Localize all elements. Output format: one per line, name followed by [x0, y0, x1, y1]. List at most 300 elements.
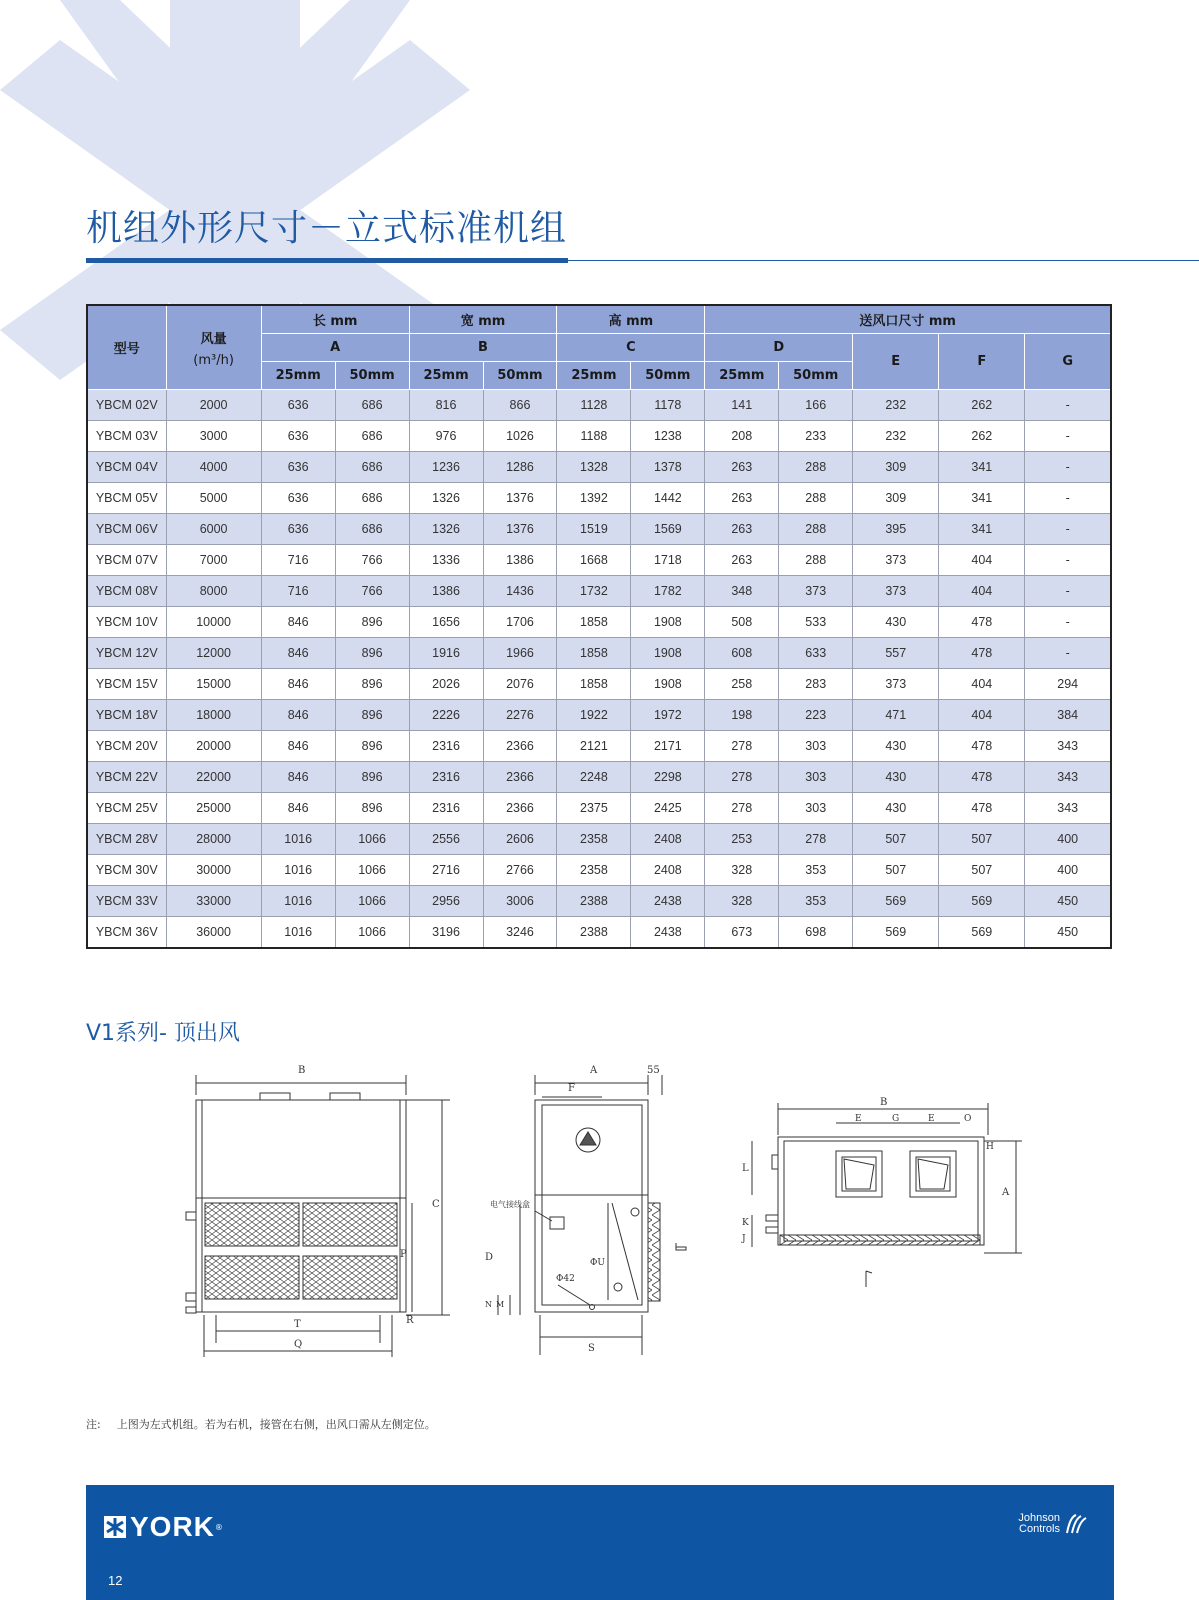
model-cell: YBCM 10V: [87, 607, 166, 638]
value-cell: 2316: [409, 731, 483, 762]
value-cell: 1908: [631, 669, 705, 700]
model-cell: YBCM 07V: [87, 545, 166, 576]
value-cell: 2026: [409, 669, 483, 700]
value-cell: 2076: [483, 669, 557, 700]
title-rule: [568, 260, 1199, 261]
value-cell: 341: [939, 514, 1025, 545]
value-cell: 1066: [335, 855, 409, 886]
value-cell: 1569: [631, 514, 705, 545]
value-cell: 1392: [557, 483, 631, 514]
value-cell: 478: [939, 793, 1025, 824]
table-row: [87, 576, 1111, 607]
johnson-controls-logo: [1018, 1513, 1088, 1535]
value-cell: 430: [853, 762, 939, 793]
side-label-U: ΦU: [590, 1258, 605, 1268]
footnote: [86, 1416, 436, 1432]
value-cell: 816: [409, 390, 483, 421]
value-cell: 33000: [166, 886, 261, 917]
model-cell: YBCM 03V: [87, 421, 166, 452]
table-row: [87, 421, 1111, 452]
table-row: [87, 607, 1111, 638]
value-cell: 896: [335, 793, 409, 824]
value-cell: 1436: [483, 576, 557, 607]
value-cell: 208: [705, 421, 779, 452]
jc-line1: Johnson: [1018, 1512, 1060, 1524]
value-cell: 716: [261, 576, 335, 607]
value-cell: 6000: [166, 514, 261, 545]
dimension-table: [86, 304, 1112, 949]
value-cell: 233: [779, 421, 853, 452]
value-cell: 1908: [631, 638, 705, 669]
value-cell: 766: [335, 545, 409, 576]
value-cell: 478: [939, 762, 1025, 793]
value-cell: 341: [939, 452, 1025, 483]
value-cell: 30000: [166, 855, 261, 886]
value-cell: 303: [779, 762, 853, 793]
value-cell: 25000: [166, 793, 261, 824]
value-cell: 478: [939, 607, 1025, 638]
section-subtitle: V1系列- 顶出风: [86, 1021, 240, 1046]
value-cell: 2000: [166, 390, 261, 421]
value-cell: 2766: [483, 855, 557, 886]
value-cell: 12000: [166, 638, 261, 669]
value-cell: 1328: [557, 452, 631, 483]
value-cell: 1732: [557, 576, 631, 607]
value-cell: 636: [261, 421, 335, 452]
front-label-P: P: [400, 1249, 407, 1260]
value-cell: 1238: [631, 421, 705, 452]
value-cell: 141: [705, 390, 779, 421]
value-cell: 686: [335, 390, 409, 421]
value-cell: 698: [779, 917, 853, 949]
value-cell: 2438: [631, 917, 705, 949]
value-cell: 508: [705, 607, 779, 638]
page-number: 12: [108, 1573, 123, 1588]
value-cell: 2408: [631, 855, 705, 886]
value-cell: 686: [335, 514, 409, 545]
table-row: [87, 700, 1111, 731]
value-cell: 636: [261, 483, 335, 514]
value-cell: 2716: [409, 855, 483, 886]
value-cell: -: [1025, 483, 1111, 514]
model-cell: YBCM 20V: [87, 731, 166, 762]
header-airflow-unit: (m³/h): [193, 352, 234, 368]
side-label-42: Φ42: [556, 1274, 575, 1284]
top-label-A: A: [1002, 1187, 1010, 1198]
model-cell: YBCM 18V: [87, 700, 166, 731]
york-snowflake-icon: [104, 1516, 126, 1538]
value-cell: 400: [1025, 855, 1111, 886]
header-D-25: 25mm: [705, 362, 779, 390]
value-cell: 353: [779, 886, 853, 917]
value-cell: 1178: [631, 390, 705, 421]
york-logo: [104, 1511, 223, 1543]
value-cell: 1442: [631, 483, 705, 514]
value-cell: 686: [335, 421, 409, 452]
value-cell: 373: [853, 545, 939, 576]
york-wordmark: YORK: [130, 1511, 215, 1542]
value-cell: 373: [853, 576, 939, 607]
value-cell: 846: [261, 669, 335, 700]
side-label-D: D: [485, 1252, 494, 1263]
value-cell: 673: [705, 917, 779, 949]
side-label-M: M: [496, 1300, 505, 1309]
value-cell: 507: [939, 824, 1025, 855]
side-label-F: F: [568, 1083, 575, 1094]
header-airflow-label: 风量: [200, 331, 227, 347]
top-view-drawing: [741, 1097, 1022, 1287]
value-cell: 288: [779, 483, 853, 514]
header-width: 宽 mm: [409, 305, 557, 334]
value-cell: 253: [705, 824, 779, 855]
header-C-50: 50mm: [631, 362, 705, 390]
value-cell: 1972: [631, 700, 705, 731]
model-cell: YBCM 06V: [87, 514, 166, 545]
value-cell: 3006: [483, 886, 557, 917]
value-cell: 846: [261, 638, 335, 669]
front-view-drawing: [186, 1065, 450, 1357]
value-cell: 166: [779, 390, 853, 421]
value-cell: 1336: [409, 545, 483, 576]
value-cell: 1782: [631, 576, 705, 607]
value-cell: -: [1025, 514, 1111, 545]
header-C-25: 25mm: [557, 362, 631, 390]
value-cell: 7000: [166, 545, 261, 576]
value-cell: 232: [853, 421, 939, 452]
value-cell: 896: [335, 731, 409, 762]
value-cell: 1066: [335, 824, 409, 855]
value-cell: 22000: [166, 762, 261, 793]
value-cell: 569: [939, 886, 1025, 917]
value-cell: 3246: [483, 917, 557, 949]
value-cell: 278: [705, 731, 779, 762]
value-cell: 1858: [557, 607, 631, 638]
model-cell: YBCM 04V: [87, 452, 166, 483]
value-cell: -: [1025, 390, 1111, 421]
value-cell: 1519: [557, 514, 631, 545]
value-cell: 278: [705, 762, 779, 793]
value-cell: 3196: [409, 917, 483, 949]
header-model: 型号: [87, 305, 166, 390]
value-cell: 303: [779, 731, 853, 762]
value-cell: 430: [853, 731, 939, 762]
value-cell: 1908: [631, 607, 705, 638]
value-cell: 294: [1025, 669, 1111, 700]
value-cell: 400: [1025, 824, 1111, 855]
table-row: [87, 886, 1111, 917]
table-row: [87, 917, 1111, 949]
value-cell: 1718: [631, 545, 705, 576]
value-cell: 846: [261, 793, 335, 824]
value-cell: 258: [705, 669, 779, 700]
value-cell: 2438: [631, 886, 705, 917]
value-cell: 896: [335, 700, 409, 731]
value-cell: -: [1025, 576, 1111, 607]
value-cell: 507: [853, 855, 939, 886]
front-label-B: B: [298, 1065, 306, 1076]
value-cell: 263: [705, 545, 779, 576]
model-cell: YBCM 08V: [87, 576, 166, 607]
value-cell: 1386: [409, 576, 483, 607]
value-cell: 1386: [483, 545, 557, 576]
value-cell: 1236: [409, 452, 483, 483]
value-cell: 4000: [166, 452, 261, 483]
value-cell: 1378: [631, 452, 705, 483]
value-cell: 636: [261, 390, 335, 421]
value-cell: 569: [853, 886, 939, 917]
header-airflow: [166, 305, 261, 390]
value-cell: 766: [335, 576, 409, 607]
value-cell: 2556: [409, 824, 483, 855]
york-registered-mark: ®: [214, 1522, 223, 1532]
model-cell: YBCM 33V: [87, 886, 166, 917]
value-cell: 288: [779, 545, 853, 576]
value-cell: 633: [779, 638, 853, 669]
table-row: [87, 731, 1111, 762]
value-cell: 846: [261, 700, 335, 731]
value-cell: 343: [1025, 731, 1111, 762]
value-cell: 278: [779, 824, 853, 855]
value-cell: 557: [853, 638, 939, 669]
value-cell: 896: [335, 762, 409, 793]
value-cell: -: [1025, 638, 1111, 669]
value-cell: 1858: [557, 669, 631, 700]
value-cell: 1188: [557, 421, 631, 452]
front-label-R: R: [406, 1315, 414, 1326]
header-D-50: 50mm: [779, 362, 853, 390]
header-B: B: [409, 334, 557, 362]
side-label-electric-box: 电气接线盒: [490, 1200, 530, 1209]
value-cell: 1706: [483, 607, 557, 638]
top-label-J: J: [742, 1234, 746, 1244]
value-cell: 343: [1025, 762, 1111, 793]
value-cell: 10000: [166, 607, 261, 638]
model-cell: YBCM 25V: [87, 793, 166, 824]
value-cell: 384: [1025, 700, 1111, 731]
side-label-S: S: [588, 1343, 595, 1354]
model-cell: YBCM 15V: [87, 669, 166, 700]
table-row: [87, 452, 1111, 483]
value-cell: 533: [779, 607, 853, 638]
model-cell: YBCM 02V: [87, 390, 166, 421]
value-cell: 2366: [483, 793, 557, 824]
value-cell: 1066: [335, 917, 409, 949]
header-length: 长 mm: [261, 305, 409, 334]
header-B-50: 50mm: [483, 362, 557, 390]
value-cell: 1026: [483, 421, 557, 452]
model-cell: YBCM 05V: [87, 483, 166, 514]
value-cell: 28000: [166, 824, 261, 855]
value-cell: 896: [335, 607, 409, 638]
value-cell: 373: [853, 669, 939, 700]
value-cell: 2358: [557, 824, 631, 855]
value-cell: 1966: [483, 638, 557, 669]
value-cell: 569: [939, 917, 1025, 949]
top-label-O: O: [964, 1114, 972, 1124]
table-row: [87, 483, 1111, 514]
value-cell: 8000: [166, 576, 261, 607]
page-title: 机组外形尺寸－立式标准机组: [86, 208, 568, 249]
header-D: D: [705, 334, 853, 362]
value-cell: 1376: [483, 483, 557, 514]
table-row: [87, 638, 1111, 669]
value-cell: 404: [939, 669, 1025, 700]
model-cell: YBCM 12V: [87, 638, 166, 669]
top-label-H: H: [986, 1142, 994, 1152]
value-cell: 636: [261, 452, 335, 483]
header-G: G: [1025, 334, 1111, 390]
value-cell: 2366: [483, 731, 557, 762]
table-row: [87, 545, 1111, 576]
value-cell: 283: [779, 669, 853, 700]
value-cell: 404: [939, 700, 1025, 731]
top-label-G: G: [892, 1114, 900, 1124]
footnote-prefix: 注:: [86, 1418, 101, 1431]
value-cell: 2388: [557, 917, 631, 949]
unit-drawings: [180, 1065, 1030, 1385]
model-cell: YBCM 36V: [87, 917, 166, 949]
table-row: [87, 514, 1111, 545]
value-cell: 2388: [557, 886, 631, 917]
value-cell: 36000: [166, 917, 261, 949]
value-cell: 866: [483, 390, 557, 421]
value-cell: 1858: [557, 638, 631, 669]
value-cell: 262: [939, 390, 1025, 421]
value-cell: 2375: [557, 793, 631, 824]
value-cell: 1326: [409, 514, 483, 545]
model-cell: YBCM 30V: [87, 855, 166, 886]
value-cell: 2316: [409, 762, 483, 793]
model-cell: YBCM 22V: [87, 762, 166, 793]
value-cell: 353: [779, 855, 853, 886]
header-A-50: 50mm: [335, 362, 409, 390]
value-cell: 686: [335, 483, 409, 514]
value-cell: 348: [705, 576, 779, 607]
side-label-55: 55: [647, 1065, 660, 1076]
value-cell: 2276: [483, 700, 557, 731]
value-cell: 309: [853, 452, 939, 483]
value-cell: 450: [1025, 886, 1111, 917]
value-cell: 343: [1025, 793, 1111, 824]
header-A: A: [261, 334, 409, 362]
value-cell: 430: [853, 607, 939, 638]
value-cell: 608: [705, 638, 779, 669]
header-outlet: 送风口尺寸 mm: [705, 305, 1111, 334]
value-cell: 278: [705, 793, 779, 824]
value-cell: 896: [335, 638, 409, 669]
value-cell: 507: [853, 824, 939, 855]
value-cell: 2408: [631, 824, 705, 855]
value-cell: 1656: [409, 607, 483, 638]
table-row: [87, 855, 1111, 886]
value-cell: -: [1025, 452, 1111, 483]
value-cell: 686: [335, 452, 409, 483]
value-cell: 288: [779, 452, 853, 483]
header-E: E: [853, 334, 939, 390]
value-cell: 2366: [483, 762, 557, 793]
value-cell: 288: [779, 514, 853, 545]
side-label-N: N: [485, 1300, 492, 1309]
value-cell: 716: [261, 545, 335, 576]
value-cell: 636: [261, 514, 335, 545]
table-row: [87, 390, 1111, 421]
value-cell: 896: [335, 669, 409, 700]
footnote-text: 上图为左式机组。若为右机，接管在右侧，出风口需从左侧定位。: [116, 1418, 436, 1431]
front-label-Q: Q: [294, 1339, 303, 1350]
table-row: [87, 793, 1111, 824]
value-cell: 5000: [166, 483, 261, 514]
value-cell: 1922: [557, 700, 631, 731]
value-cell: 2358: [557, 855, 631, 886]
value-cell: 404: [939, 576, 1025, 607]
value-cell: 1128: [557, 390, 631, 421]
value-cell: 1016: [261, 886, 335, 917]
header-C: C: [557, 334, 705, 362]
value-cell: -: [1025, 421, 1111, 452]
value-cell: 328: [705, 855, 779, 886]
value-cell: 309: [853, 483, 939, 514]
value-cell: -: [1025, 545, 1111, 576]
table-body: [87, 390, 1111, 949]
value-cell: 478: [939, 638, 1025, 669]
value-cell: -: [1025, 607, 1111, 638]
table-row: [87, 669, 1111, 700]
header-A-25: 25mm: [261, 362, 335, 390]
value-cell: 2425: [631, 793, 705, 824]
top-label-B: B: [880, 1097, 888, 1108]
header-F: F: [939, 334, 1025, 390]
value-cell: 263: [705, 483, 779, 514]
top-label-E1: E: [855, 1114, 862, 1124]
jc-swirl-icon: [1064, 1513, 1088, 1535]
value-cell: 1376: [483, 514, 557, 545]
value-cell: 430: [853, 793, 939, 824]
value-cell: 341: [939, 483, 1025, 514]
value-cell: 1326: [409, 483, 483, 514]
value-cell: 478: [939, 731, 1025, 762]
value-cell: 3000: [166, 421, 261, 452]
value-cell: 263: [705, 452, 779, 483]
value-cell: 471: [853, 700, 939, 731]
table-row: [87, 824, 1111, 855]
value-cell: 846: [261, 762, 335, 793]
value-cell: 2248: [557, 762, 631, 793]
value-cell: 2316: [409, 793, 483, 824]
value-cell: 846: [261, 607, 335, 638]
value-cell: 976: [409, 421, 483, 452]
value-cell: 2171: [631, 731, 705, 762]
value-cell: 18000: [166, 700, 261, 731]
value-cell: 223: [779, 700, 853, 731]
value-cell: 1016: [261, 917, 335, 949]
table-row: [87, 762, 1111, 793]
value-cell: 1668: [557, 545, 631, 576]
value-cell: 404: [939, 545, 1025, 576]
value-cell: 15000: [166, 669, 261, 700]
value-cell: 198: [705, 700, 779, 731]
value-cell: 373: [779, 576, 853, 607]
value-cell: 2121: [557, 731, 631, 762]
front-label-T: T: [294, 1319, 301, 1330]
value-cell: 450: [1025, 917, 1111, 949]
front-label-C: C: [432, 1199, 440, 1210]
value-cell: 569: [853, 917, 939, 949]
value-cell: 20000: [166, 731, 261, 762]
jc-line2: Controls: [1019, 1523, 1060, 1535]
value-cell: 1286: [483, 452, 557, 483]
top-label-K: K: [742, 1218, 749, 1228]
side-view-drawing: [485, 1065, 686, 1355]
